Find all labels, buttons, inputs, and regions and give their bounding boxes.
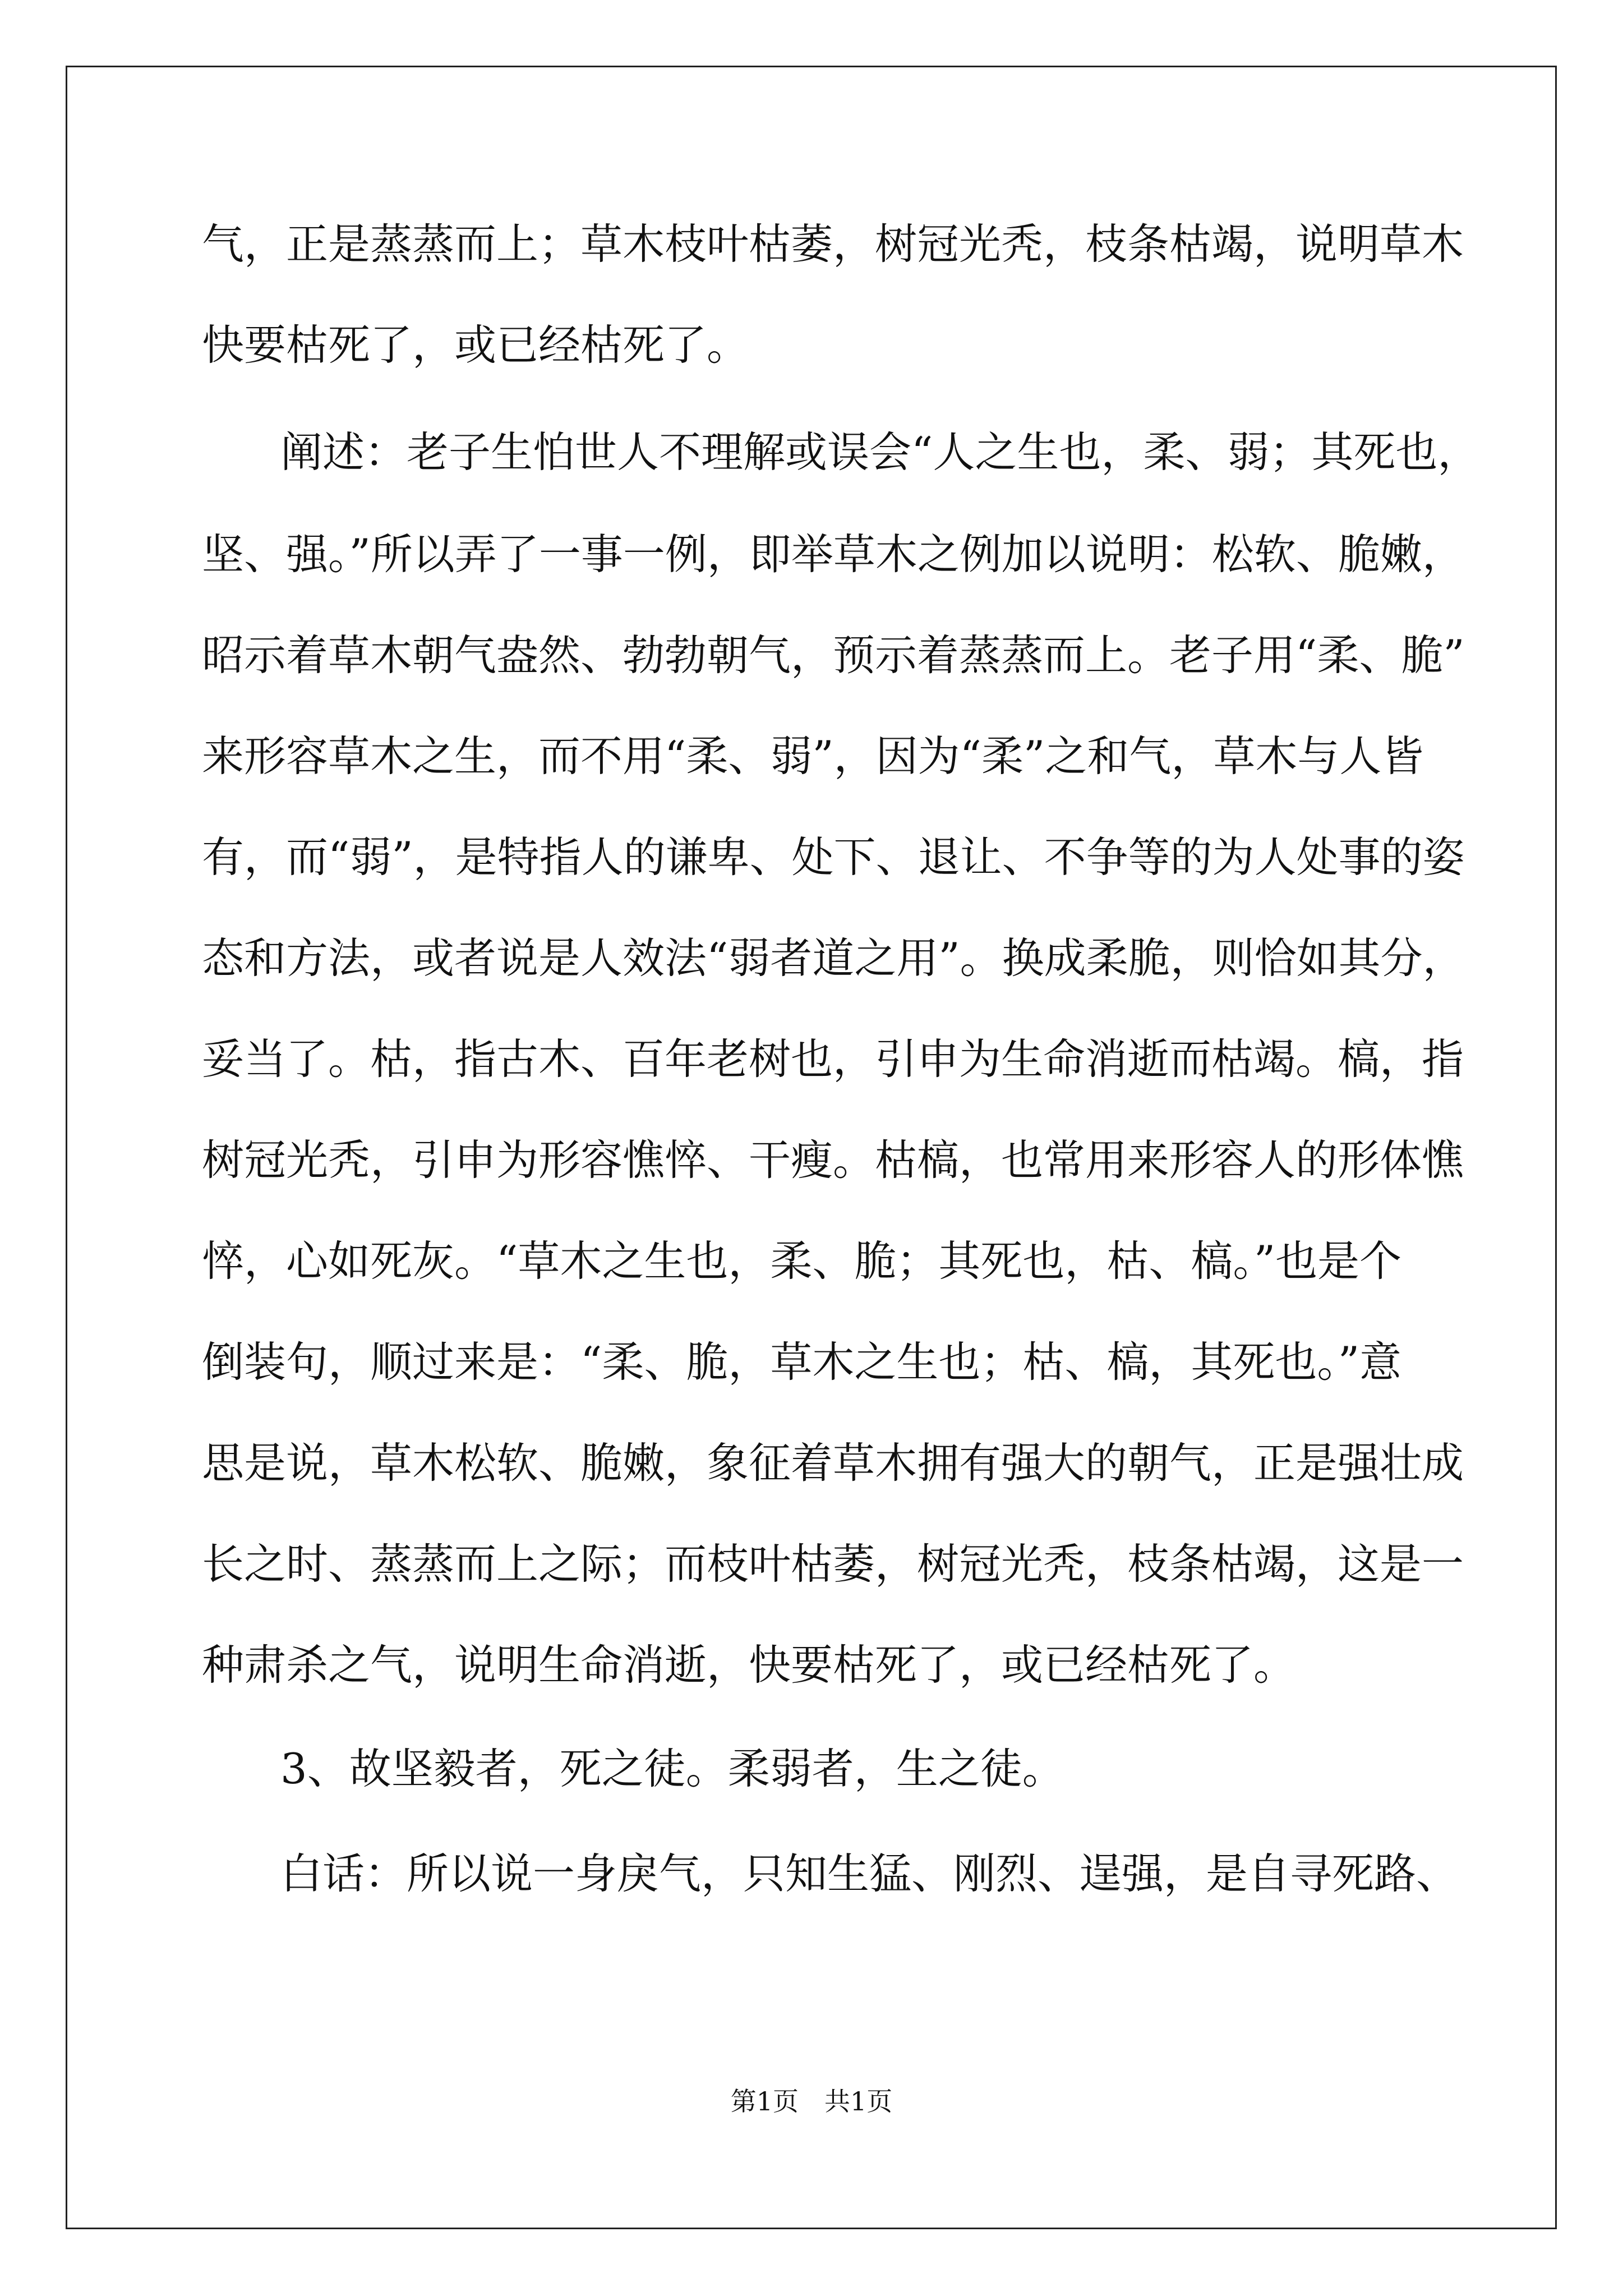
page-footer <box>0 2085 1623 2118</box>
text-line: 有，而“弱”，是特指人的谦卑、处下、退让、不争等的为人处事的姿 <box>202 832 1465 882</box>
text-line: 树冠光秃，引申为形容憔悴、干瘦。枯槁，也常用来形容人的形体憔 <box>202 1135 1464 1185</box>
text-line: 坚、强。”所以弄了一事一例，即举草木之例加以说明：松软、脆嫩， <box>202 530 1464 579</box>
text-line: 来形容草木之生，而不用“柔、弱”，因为“柔”之和气，草木与人皆 <box>202 731 1424 781</box>
text-line: 种肃杀之气，说明生命消逝，快要枯死了，或已经枯死了。 <box>202 1640 1296 1690</box>
text-line: 妥当了。枯，指古木、百年老树也，引申为生命消逝而枯竭。槁，指 <box>202 1034 1464 1084</box>
text-line: 思是说，草木松软、脆嫩，象征着草木拥有强大的朝气，正是强壮成 <box>202 1438 1464 1488</box>
section-heading: 3、故坚毅者，死之徒。柔弱者，生之徒。 <box>280 1744 1064 1793</box>
paragraph-start-line: 白话：所以说一身戾气，只知生猛、刚烈、逞强，是自寻死路、 <box>280 1849 1459 1898</box>
text-line: 昭示着草木朝气盎然、勃勃朝气，预示着蒸蒸而上。老子用“柔、脆” <box>202 631 1465 680</box>
page-number: 第1页 <box>730 2086 799 2116</box>
text-line: 倒装句，顺过来是：“柔、脆，草木之生也；枯、槁，其死也。”意 <box>202 1337 1402 1387</box>
text-line: 长之时、蒸蒸而上之际；而枝叶枯萎，树冠光秃，枝条枯竭，这是一 <box>202 1539 1464 1589</box>
text-line: 快要枯死了，或已经枯死了。 <box>202 320 749 370</box>
text-line: 悴，心如死灰。“草木之生也，柔、脆；其死也，枯、槁。”也是个 <box>202 1236 1402 1286</box>
total-pages: 共1页 <box>824 2086 893 2116</box>
text-line: 气，正是蒸蒸而上；草木枝叶枯萎，树冠光秃，枝条枯竭，说明草木 <box>202 219 1464 269</box>
text-line: 态和方法，或者说是人效法“弱者道之用”。换成柔脆，则恰如其分， <box>202 933 1465 983</box>
paragraph-start-line: 阐述：老子生怕世人不理解或误会“人之生也，柔、弱；其死也， <box>280 427 1480 477</box>
